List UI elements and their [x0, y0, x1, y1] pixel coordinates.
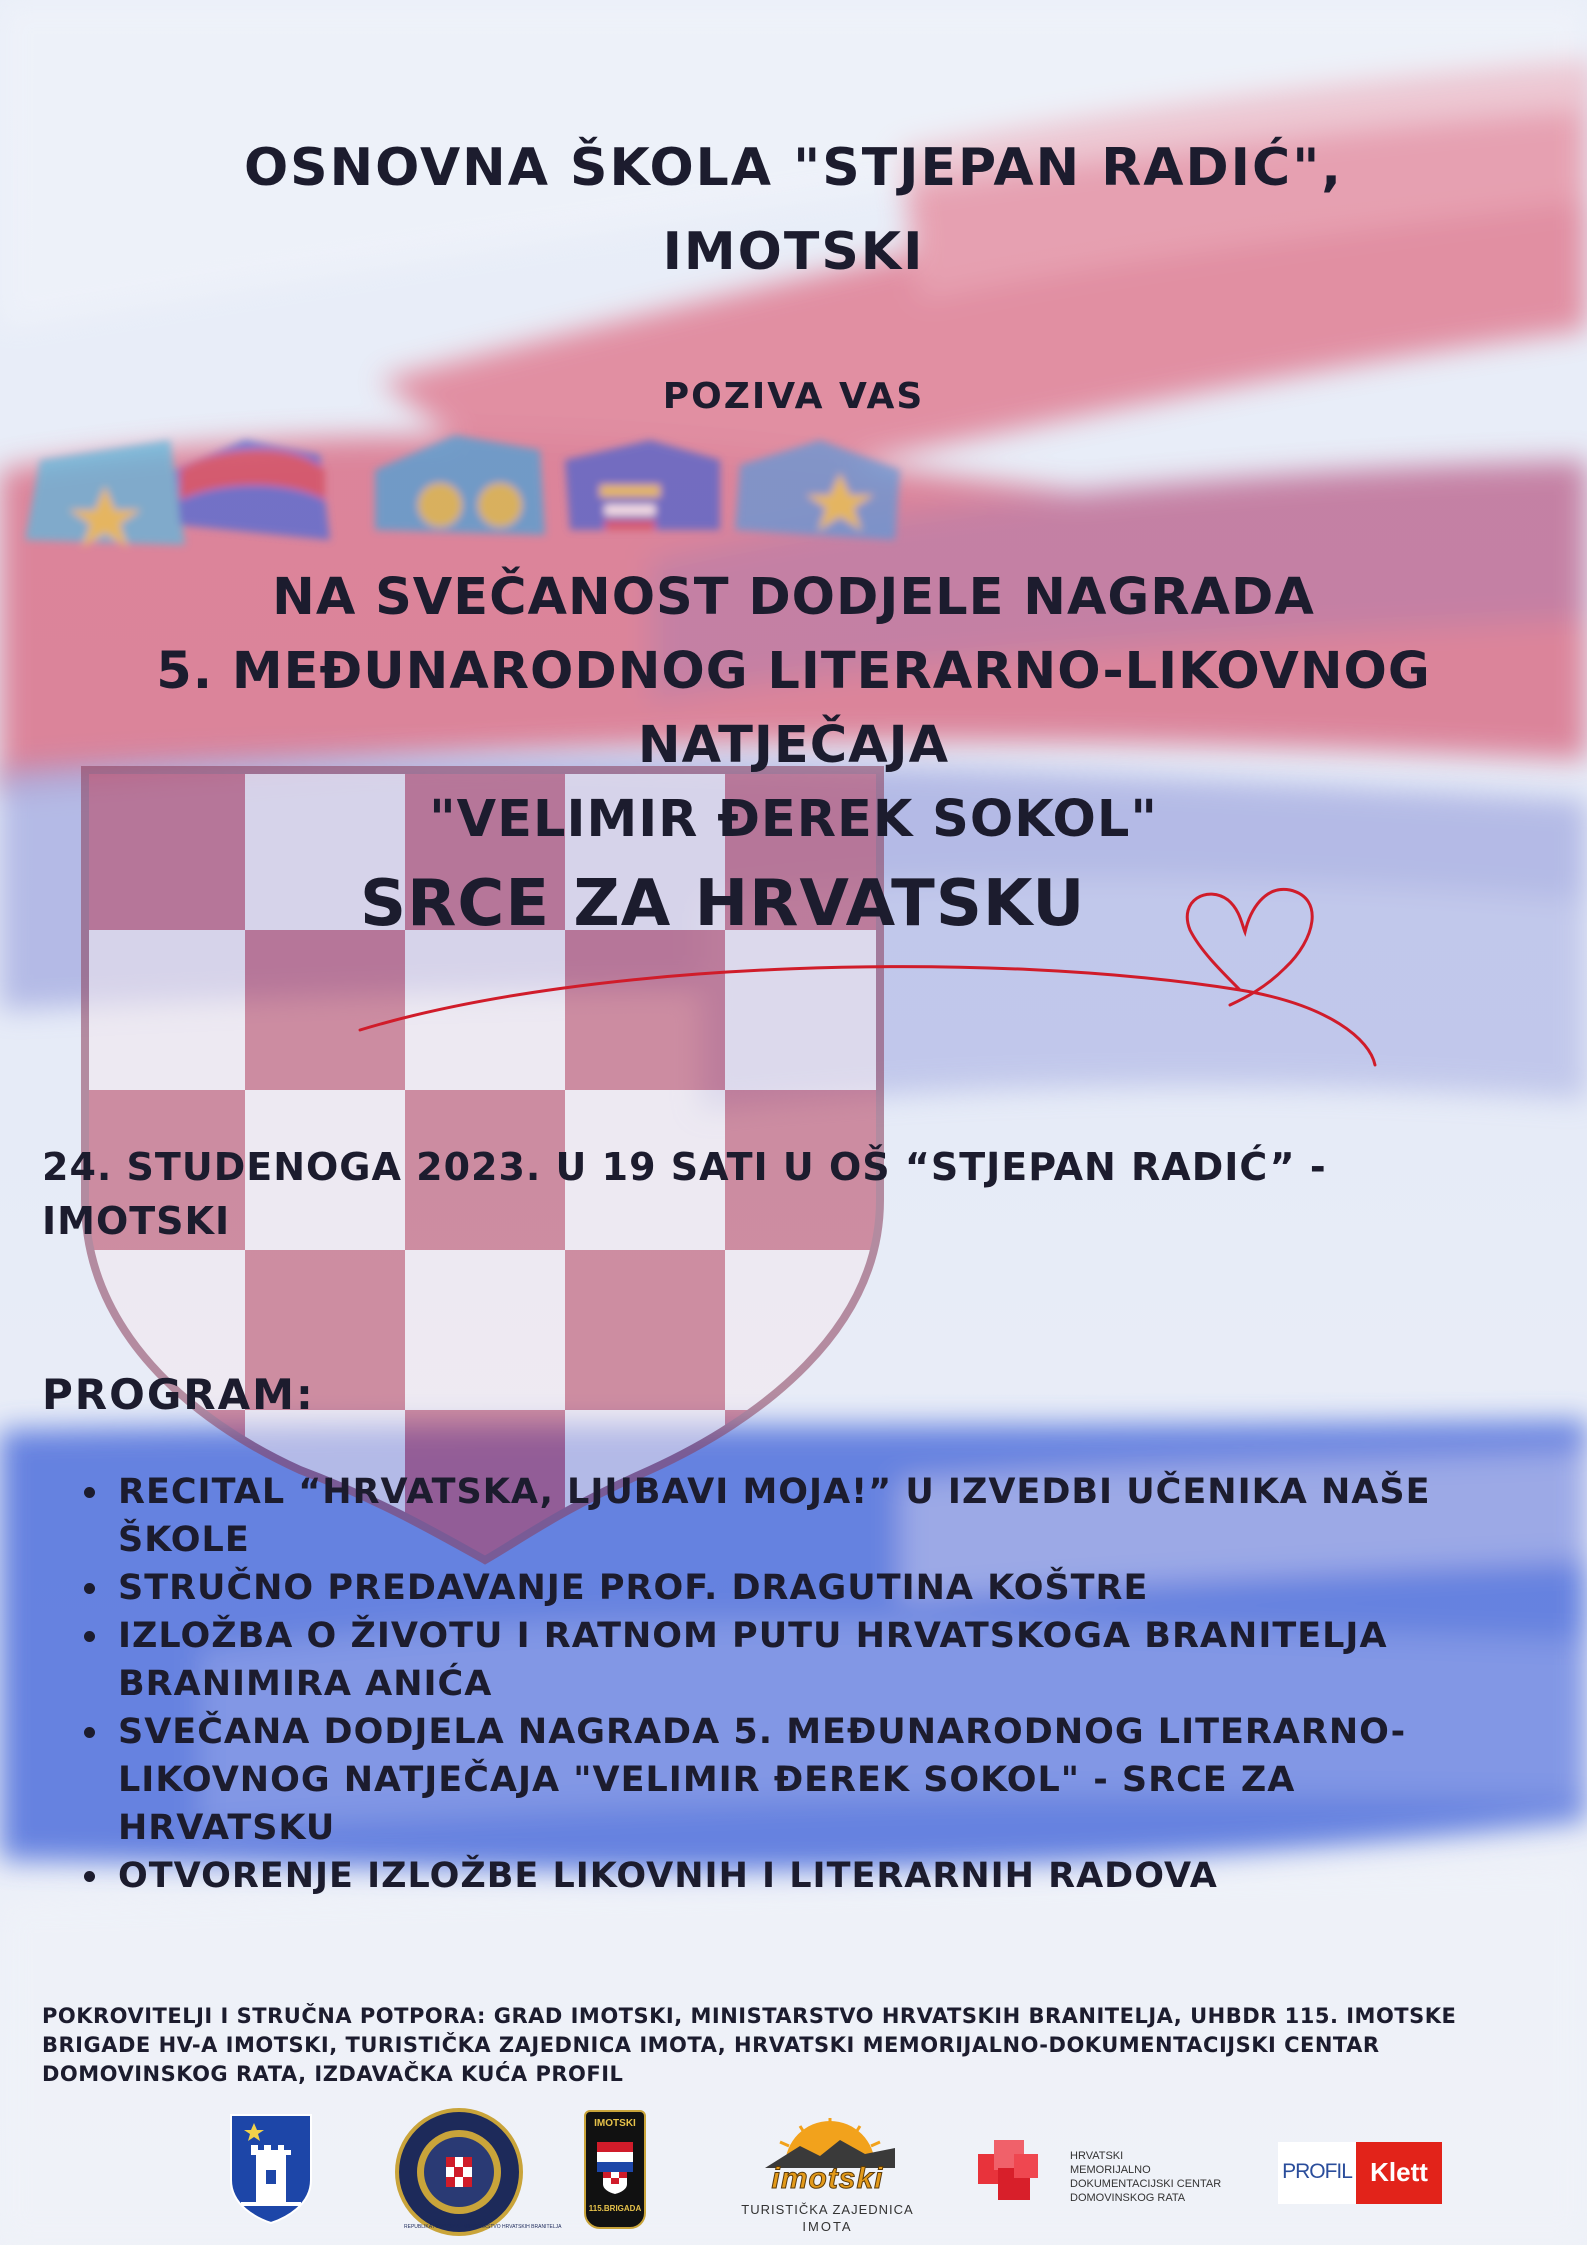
hmdc-line3: DOKUMENTACIJSKI CENTAR [1070, 2178, 1222, 2190]
bullet-icon [84, 1487, 95, 1498]
bullet-icon [84, 1871, 95, 1882]
brigade-top-text: IMOTSKI [594, 2118, 636, 2129]
tourism-wordmark: imotski [771, 2162, 884, 2195]
event-title-line2: 5. MEĐUNARODNOG LITERARNO-LIKOVNOG [156, 642, 1431, 701]
event-date-location: 24. STUDENOGA 2023. U 19 SATI U OŠ “STJEPAN RADIĆ” - IMOTSKI [42, 1145, 1327, 1243]
program-item-lecture: STRUČNO PREDAVANJE PROF. DRAGUTINA KOŠTRE [80, 1564, 1510, 1612]
sun-mountain-icon [765, 2118, 895, 2168]
tourism-caption: TURISTIČKA ZAJEDNICA [741, 2202, 914, 2217]
program-item-awards: SVEČANA DODJELA NAGRADA 5. MEĐUNARODNOG LITERARNO-LIKOVNOG NATJEČAJA "VELIMIR ĐEREK SOKOL" - SRCE ZA HRVATSKU [80, 1708, 1510, 1852]
tourism-board-logo [725, 2118, 930, 2236]
event-title-line1: NA SVEČANOST DODJELE NAGRADA [272, 568, 1315, 627]
heart-line-icon [340, 870, 1380, 1070]
event-title-line4: "VELIMIR ĐEREK SOKOL" [429, 790, 1158, 849]
bullet-icon [84, 1727, 95, 1738]
school-name-line1: OSNOVNA ŠKOLA "STJEPAN RADIĆ", [243, 138, 1344, 198]
ministry-seal-text: REPUBLIKA HRVATSKA · MINISTARSTVO HRVATSKIH BRANITELJA [404, 2224, 562, 2230]
profil-wordmark: PROFIL [1282, 2160, 1352, 2183]
hmdc-squares-icon [978, 2140, 1040, 2206]
event-subtitle: SRCE ZA HRVATSKU [360, 867, 1086, 941]
bullet-icon [84, 1583, 95, 1594]
brigade-bottom-text: 115.BRIGADA [588, 2204, 642, 2213]
hmdc-logo [978, 2140, 1238, 2220]
brigade-shield-icon [597, 2142, 633, 2194]
program-heading: PROGRAM: [42, 1370, 315, 1419]
ministry-veterans-seal-icon [394, 2107, 562, 2237]
event-title-line3: NATJEČAJA [637, 716, 950, 775]
sponsors-text: POKROVITELJI I STRUČNA POTPORA: GRAD IMOTSKI, MINISTARSTVO HRVATSKIH BRANITELJA, UHBDR 115. IMOTSKE BRIGADE HV-A IMOTSKI, TURISTIČKA ZAJEDNICA IMOTA, HRVATSKI MEMORIJALNO-DOKUMENTACIJSKI CENTAR DOMOVINSKOG RATA, IZDAVAČKA KUĆA PROFIL [42, 2004, 1457, 2086]
brigade-115-badge-icon [584, 2110, 646, 2229]
bullet-icon [84, 1631, 95, 1642]
profil-klett-logo [1278, 2142, 1442, 2204]
imotski-coat-of-arms-icon [226, 2110, 316, 2225]
program-item-recital: RECITAL “HRVATSKA, LJUBAVI MOJA!” U IZVEDBI UČENIKA NAŠE ŠKOLE [80, 1468, 1510, 1564]
klett-wordmark: Klett [1370, 2157, 1428, 2187]
program-item-opening: OTVORENJE IZLOŽBE LIKOVNIH I LITERARNIH RADOVA [80, 1852, 1510, 1900]
hmdc-line1: HRVATSKI [1070, 2150, 1124, 2162]
tourism-caption2: IMOTA [802, 2219, 853, 2234]
hmdc-line2: MEMORIJALNO [1070, 2164, 1151, 2176]
school-name-line2: IMOTSKI [662, 222, 925, 282]
invitation-text: POZIVA VAS [662, 376, 925, 417]
program-item-exhibition: IZLOŽBA O ŽIVOTU I RATNOM PUTU HRVATSKOGA BRANITELJA BRANIMIRA ANIĆA [80, 1612, 1510, 1708]
hmdc-line4: DOMOVINSKOG RATA [1070, 2192, 1186, 2204]
program-list [80, 1468, 1510, 1900]
